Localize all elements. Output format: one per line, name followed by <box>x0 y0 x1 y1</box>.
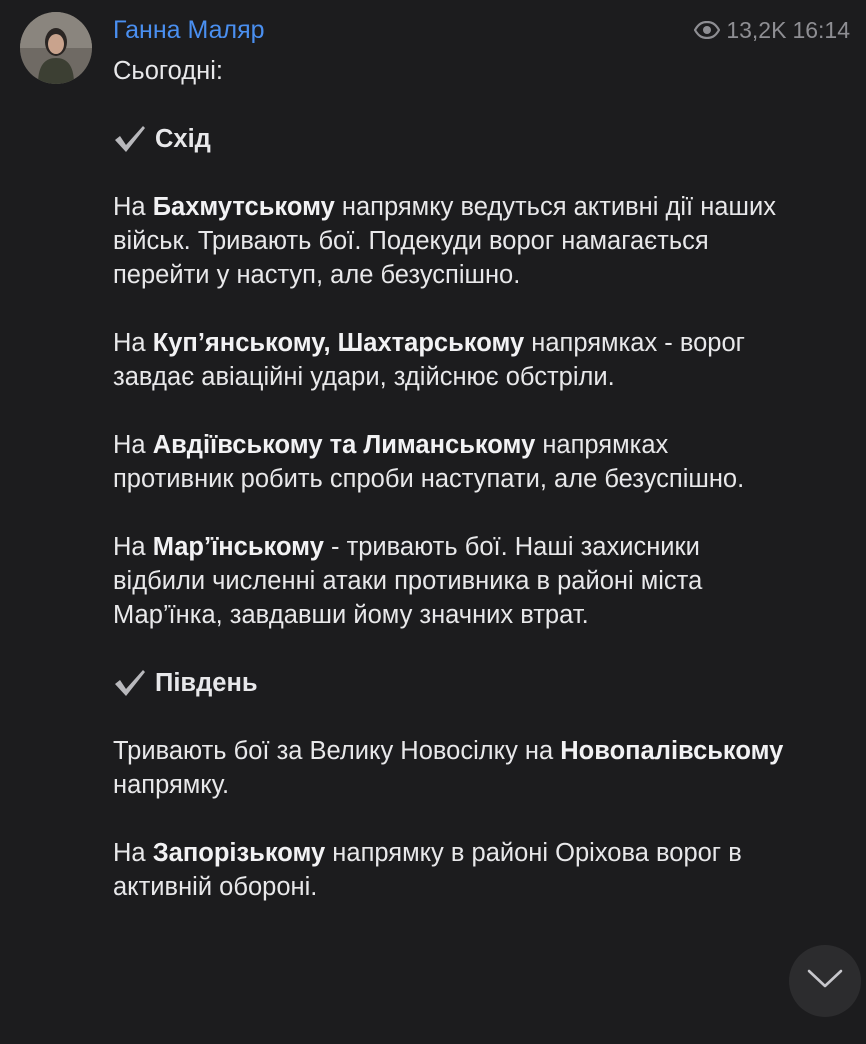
check-mark-icon <box>113 122 151 156</box>
bold-direction: Новопалівському <box>560 737 784 765</box>
text-span: напрямку в районі Оріхова ворог в активній обороні. <box>113 839 742 901</box>
text-span: На <box>113 329 153 357</box>
message-time: 16:14 <box>792 17 850 43</box>
section-heading-south <box>113 666 793 700</box>
bold-direction: Мар’їнському <box>152 533 324 561</box>
paragraph-bakhmut <box>113 190 793 292</box>
bold-direction: Запорізькому <box>152 839 326 867</box>
avatar-image <box>20 12 92 84</box>
text-span: На <box>113 839 153 867</box>
author-name[interactable]: Ганна Маляр <box>113 16 265 44</box>
view-count: 13,2K <box>726 17 787 43</box>
scroll-down-button[interactable] <box>789 945 861 1017</box>
text-span: На <box>113 431 153 459</box>
intro-text: Сьогодні: <box>113 57 223 85</box>
paragraph-kupyansk <box>113 326 793 394</box>
section-heading-label: Схід <box>155 125 211 153</box>
text-span: На <box>113 193 153 221</box>
chevron-down-icon <box>807 969 843 994</box>
text-span: Тривають бої за Велику Новосілку на <box>113 737 561 765</box>
text-span: напрямках противник робить спроби наступати, але безуспішно. <box>113 431 745 493</box>
paragraph-marinka <box>113 530 793 632</box>
message-body <box>113 54 793 938</box>
bold-direction: Авдіївському та Лиманському <box>152 431 536 459</box>
paragraph-avdiivka <box>113 428 793 496</box>
paragraph-novopavlivka <box>113 734 793 802</box>
section-heading-east <box>113 122 793 156</box>
text-span: напрямку. <box>113 771 230 799</box>
text-span: - тривають бої. Наші захисники відбили численні атаки противника в районі міста Мар’їнка, завдавши йому значних втрат. <box>113 533 703 629</box>
bold-direction: Куп’янському, Шахтарському <box>152 329 525 357</box>
paragraph-zaporizhzhia <box>113 836 793 904</box>
bold-direction: Бахмутському <box>152 193 335 221</box>
text-span: напрямках - ворог завдає авіаційні удари, здійснює обстріли. <box>113 329 745 391</box>
text-span: напрямку ведуться активні дії наших військ. Тривають бої. Подекуди ворог намагається перейти у наступ, але безуспішно. <box>113 193 776 289</box>
section-heading-label: Південь <box>155 669 258 697</box>
eye-icon <box>694 21 720 39</box>
message-meta <box>694 14 850 46</box>
check-mark-icon <box>113 666 151 700</box>
avatar[interactable] <box>20 12 92 84</box>
text-span: На <box>113 533 153 561</box>
